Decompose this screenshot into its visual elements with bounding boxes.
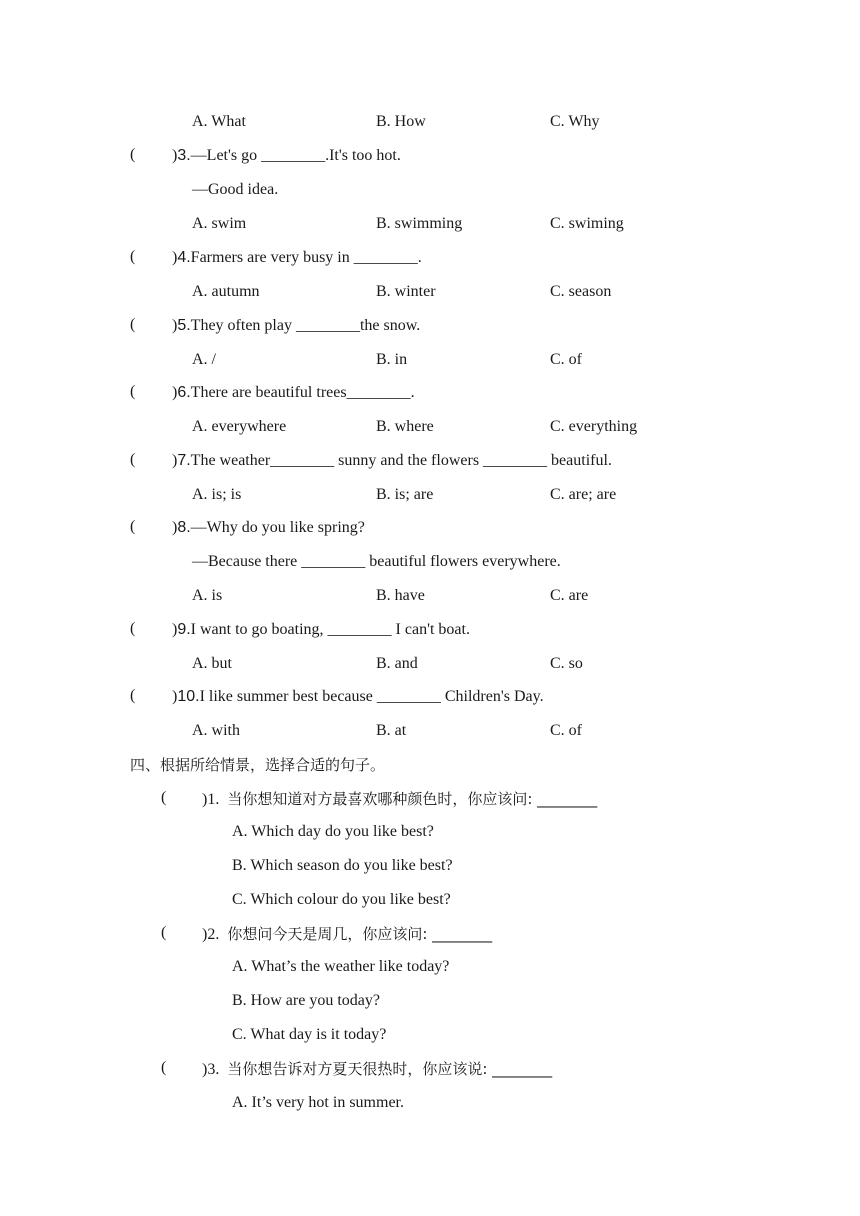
q7-option-a: A. is; is (192, 486, 242, 503)
question-number: 5. (177, 317, 191, 334)
q9-option-c: C. so (550, 655, 583, 672)
question-number: 10. (177, 688, 200, 705)
question-stem: 当你想知道对方最喜欢哪种颜色时，你应该问: ________ (227, 790, 598, 808)
answer-paren-open: ( (130, 620, 136, 637)
q3-option-b: B. swimming (376, 215, 463, 232)
question-number: )2. (202, 926, 220, 943)
answer-paren-open: ( (130, 316, 136, 333)
question-4 (172, 248, 422, 268)
p4q2-option-c: C. What day is it today? (232, 1026, 387, 1043)
answer-paren-close: ) (172, 317, 178, 334)
question-3 (172, 146, 401, 166)
question-number: 3. (177, 147, 191, 164)
situation-question-2 (202, 924, 492, 944)
answer-paren-close: ) (172, 147, 178, 164)
q8-option-b: B. have (376, 587, 425, 604)
question-stem: I want to go boating, ________ I can't boat. (190, 621, 470, 638)
situation-question-3 (202, 1059, 552, 1079)
section-heading-part4: 四、根据所给情景，选择合适的句子。 (130, 756, 386, 774)
q10-option-a: A. with (192, 722, 240, 739)
answer-paren-close: ) (172, 519, 178, 536)
question-stem: There are beautiful trees________. (190, 384, 415, 401)
question-6 (172, 383, 415, 403)
question-stem: —Let's go ________.It's too hot. (190, 147, 401, 164)
question-number: 9. (177, 621, 191, 638)
situation-question-1 (202, 789, 597, 809)
answer-paren-open: ( (161, 1059, 167, 1076)
question-stem: I like summer best because ________ Children's Day. (199, 688, 544, 705)
q4-option-b: B. winter (376, 283, 436, 300)
q3-option-c: C. swiming (550, 215, 624, 232)
answer-paren-open: ( (130, 518, 136, 535)
q8-option-a: A. is (192, 587, 223, 604)
q10-option-b: B. at (376, 722, 407, 739)
q6-option-b: B. where (376, 418, 434, 435)
answer-paren-close: ) (172, 384, 178, 401)
q5-option-a: A. / (192, 351, 216, 368)
p4q1-option-b: B. Which season do you like best? (232, 857, 453, 874)
question-number: 7. (177, 452, 191, 469)
q9-option-a: A. but (192, 655, 232, 672)
question-stem: 你想问今天是周几，你应该问: ________ (227, 925, 493, 943)
question-number: 4. (177, 249, 191, 266)
question-stem: 当你想告诉对方夏天很热时，你应该说: ________ (227, 1060, 553, 1078)
q6-option-a: A. everywhere (192, 418, 287, 435)
answer-paren-open: ( (130, 248, 136, 265)
answer-paren-open: ( (130, 383, 136, 400)
q8-option-c: C. are (550, 587, 589, 604)
question-8 (172, 518, 365, 538)
question-stem: They often play ________the snow. (190, 317, 421, 334)
q3-option-a: A. swim (192, 215, 247, 232)
question-5 (172, 316, 420, 336)
q4-option-c: C. season (550, 283, 612, 300)
q7-option-c: C. are; are (550, 486, 617, 503)
answer-paren-close: ) (172, 249, 178, 266)
answer-paren-open: ( (130, 146, 136, 163)
question-stem: —Why do you like spring? (190, 519, 365, 536)
answer-paren-close: ) (172, 688, 178, 705)
question-number: 6. (177, 384, 191, 401)
question-stem: The weather________ sunny and the flowers ________ beautiful. (190, 452, 612, 469)
p4q1-option-c: C. Which colour do you like best? (232, 891, 451, 908)
question-stem: Farmers are very busy in ________. (190, 249, 422, 266)
p4q3-option-a: A. It’s very hot in summer. (232, 1094, 404, 1111)
p4q2-option-b: B. How are you today? (232, 992, 380, 1009)
question-7 (172, 451, 612, 471)
q4-option-a: A. autumn (192, 283, 260, 300)
question-8-line2: —Because there ________ beautiful flowers everywhere. (192, 553, 561, 570)
question-number: )1. (202, 791, 220, 808)
answer-paren-open: ( (161, 789, 167, 806)
question-10 (172, 687, 544, 707)
q6-option-c: C. everything (550, 418, 638, 435)
q2-option-b: B. How (376, 113, 426, 130)
q5-option-c: C. of (550, 351, 582, 368)
answer-paren-open: ( (130, 451, 136, 468)
q2-option-a: A. What (192, 113, 246, 130)
q2-option-c: C. Why (550, 113, 600, 130)
answer-paren-open: ( (161, 924, 167, 941)
p4q2-option-a: A. What’s the weather like today? (232, 958, 450, 975)
question-number: 8. (177, 519, 191, 536)
answer-paren-close: ) (172, 621, 178, 638)
q7-option-b: B. is; are (376, 486, 434, 503)
q5-option-b: B. in (376, 351, 408, 368)
question-number: )3. (202, 1061, 220, 1078)
q10-option-c: C. of (550, 722, 582, 739)
question-3-line2: —Good idea. (192, 181, 279, 198)
question-9 (172, 620, 470, 640)
answer-paren-close: ) (172, 452, 178, 469)
q9-option-b: B. and (376, 655, 418, 672)
p4q1-option-a: A. Which day do you like best? (232, 823, 434, 840)
answer-paren-open: ( (130, 687, 136, 704)
